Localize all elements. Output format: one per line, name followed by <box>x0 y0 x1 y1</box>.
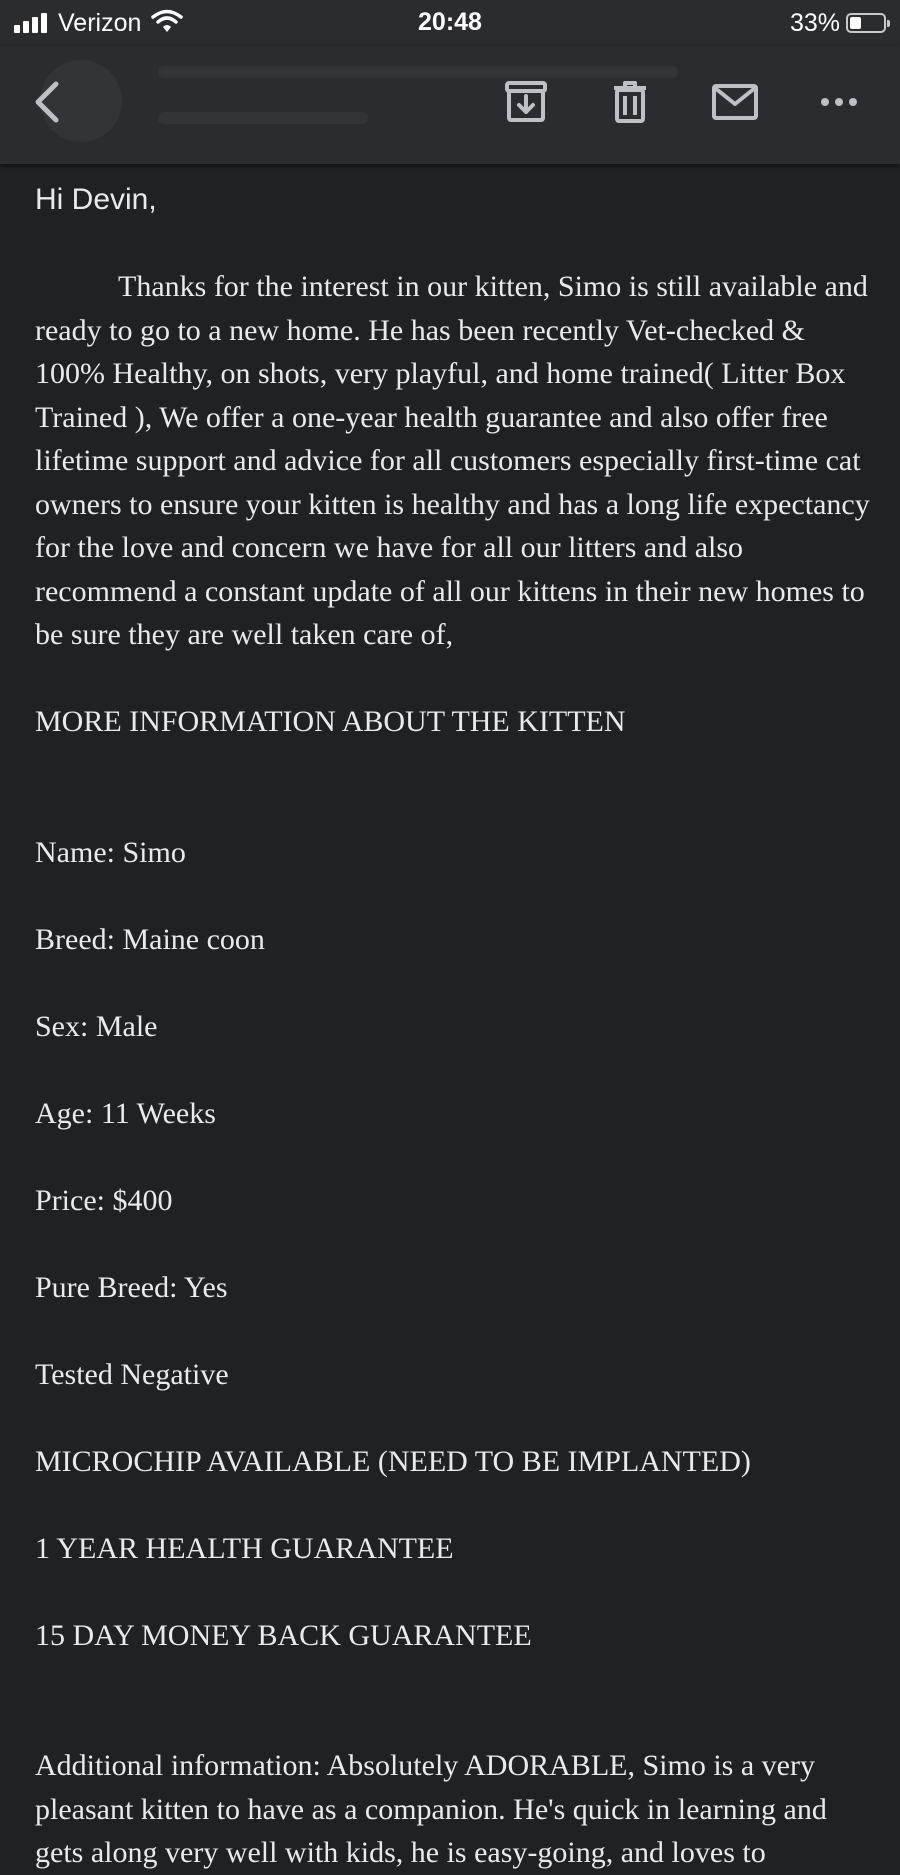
archive-icon <box>504 80 548 124</box>
status-bar <box>0 0 900 46</box>
status-right <box>790 8 886 38</box>
back-button[interactable] <box>18 72 78 132</box>
carrier-name: Verizon <box>58 8 142 37</box>
delete-button[interactable] <box>600 72 660 132</box>
email-body <box>35 164 875 1875</box>
detail-price: Price: $400 <box>35 1183 173 1217</box>
trash-icon <box>610 80 650 124</box>
detail-pure-breed: Pure Breed: Yes <box>35 1270 228 1304</box>
detail-tested: Tested Negative <box>35 1357 229 1391</box>
battery-icon <box>846 13 886 33</box>
sender-detail-placeholder <box>158 112 368 124</box>
detail-breed: Breed: Maine coon <box>35 922 265 956</box>
email-intro-paragraph: Thanks for the interest in our kitten, Simo is still available and ready to go to a new home. He has been recently Vet-checked & 100% Healthy, on shots, very playful, and home trained( Litter Box Trained ), We offer a one-year health guarantee and also offer free lifetime support and advice for all customers especially first-time cat owners to ensure your kitten is healthy and has a long life expectancy for the love and concern we have for all our litters and also recommend a constant update of all our kittens in their new homes to be sure they are well taken care of, <box>35 270 870 651</box>
kitten-section-heading: MORE INFORMATION ABOUT THE KITTEN <box>35 705 626 738</box>
kitten-details-list <box>35 787 875 1701</box>
detail-age: Age: 11 Weeks <box>35 1096 216 1130</box>
email-toolbar <box>0 46 900 164</box>
battery-fill <box>850 17 861 29</box>
detail-sex: Sex: Male <box>35 1009 158 1043</box>
mail-icon <box>711 83 759 121</box>
battery-tip <box>887 20 890 27</box>
more-options-button[interactable] <box>809 72 869 132</box>
detail-money-back: 15 DAY MONEY BACK GUARANTEE <box>35 1618 532 1652</box>
back-icon <box>28 78 68 126</box>
email-greeting: Hi Devin, <box>35 183 157 216</box>
more-icon <box>819 96 859 108</box>
detail-microchip: MICROCHIP AVAILABLE (NEED TO BE IMPLANTED) <box>35 1444 751 1478</box>
additional-info-paragraph: Additional information: Absolutely ADORABLE, Simo is a very pleasant kitten to have as a companion. He's quick in learning and gets along very well with kids, he is easy-going, and loves to <box>35 1749 827 1869</box>
archive-button[interactable] <box>496 72 556 132</box>
mark-unread-button[interactable] <box>705 72 765 132</box>
status-time: 20:48 <box>418 8 482 36</box>
battery-percent: 33% <box>789 8 840 37</box>
detail-health-guarantee: 1 YEAR HEALTH GUARANTEE <box>35 1531 454 1565</box>
detail-name: Name: Simo <box>35 835 186 869</box>
